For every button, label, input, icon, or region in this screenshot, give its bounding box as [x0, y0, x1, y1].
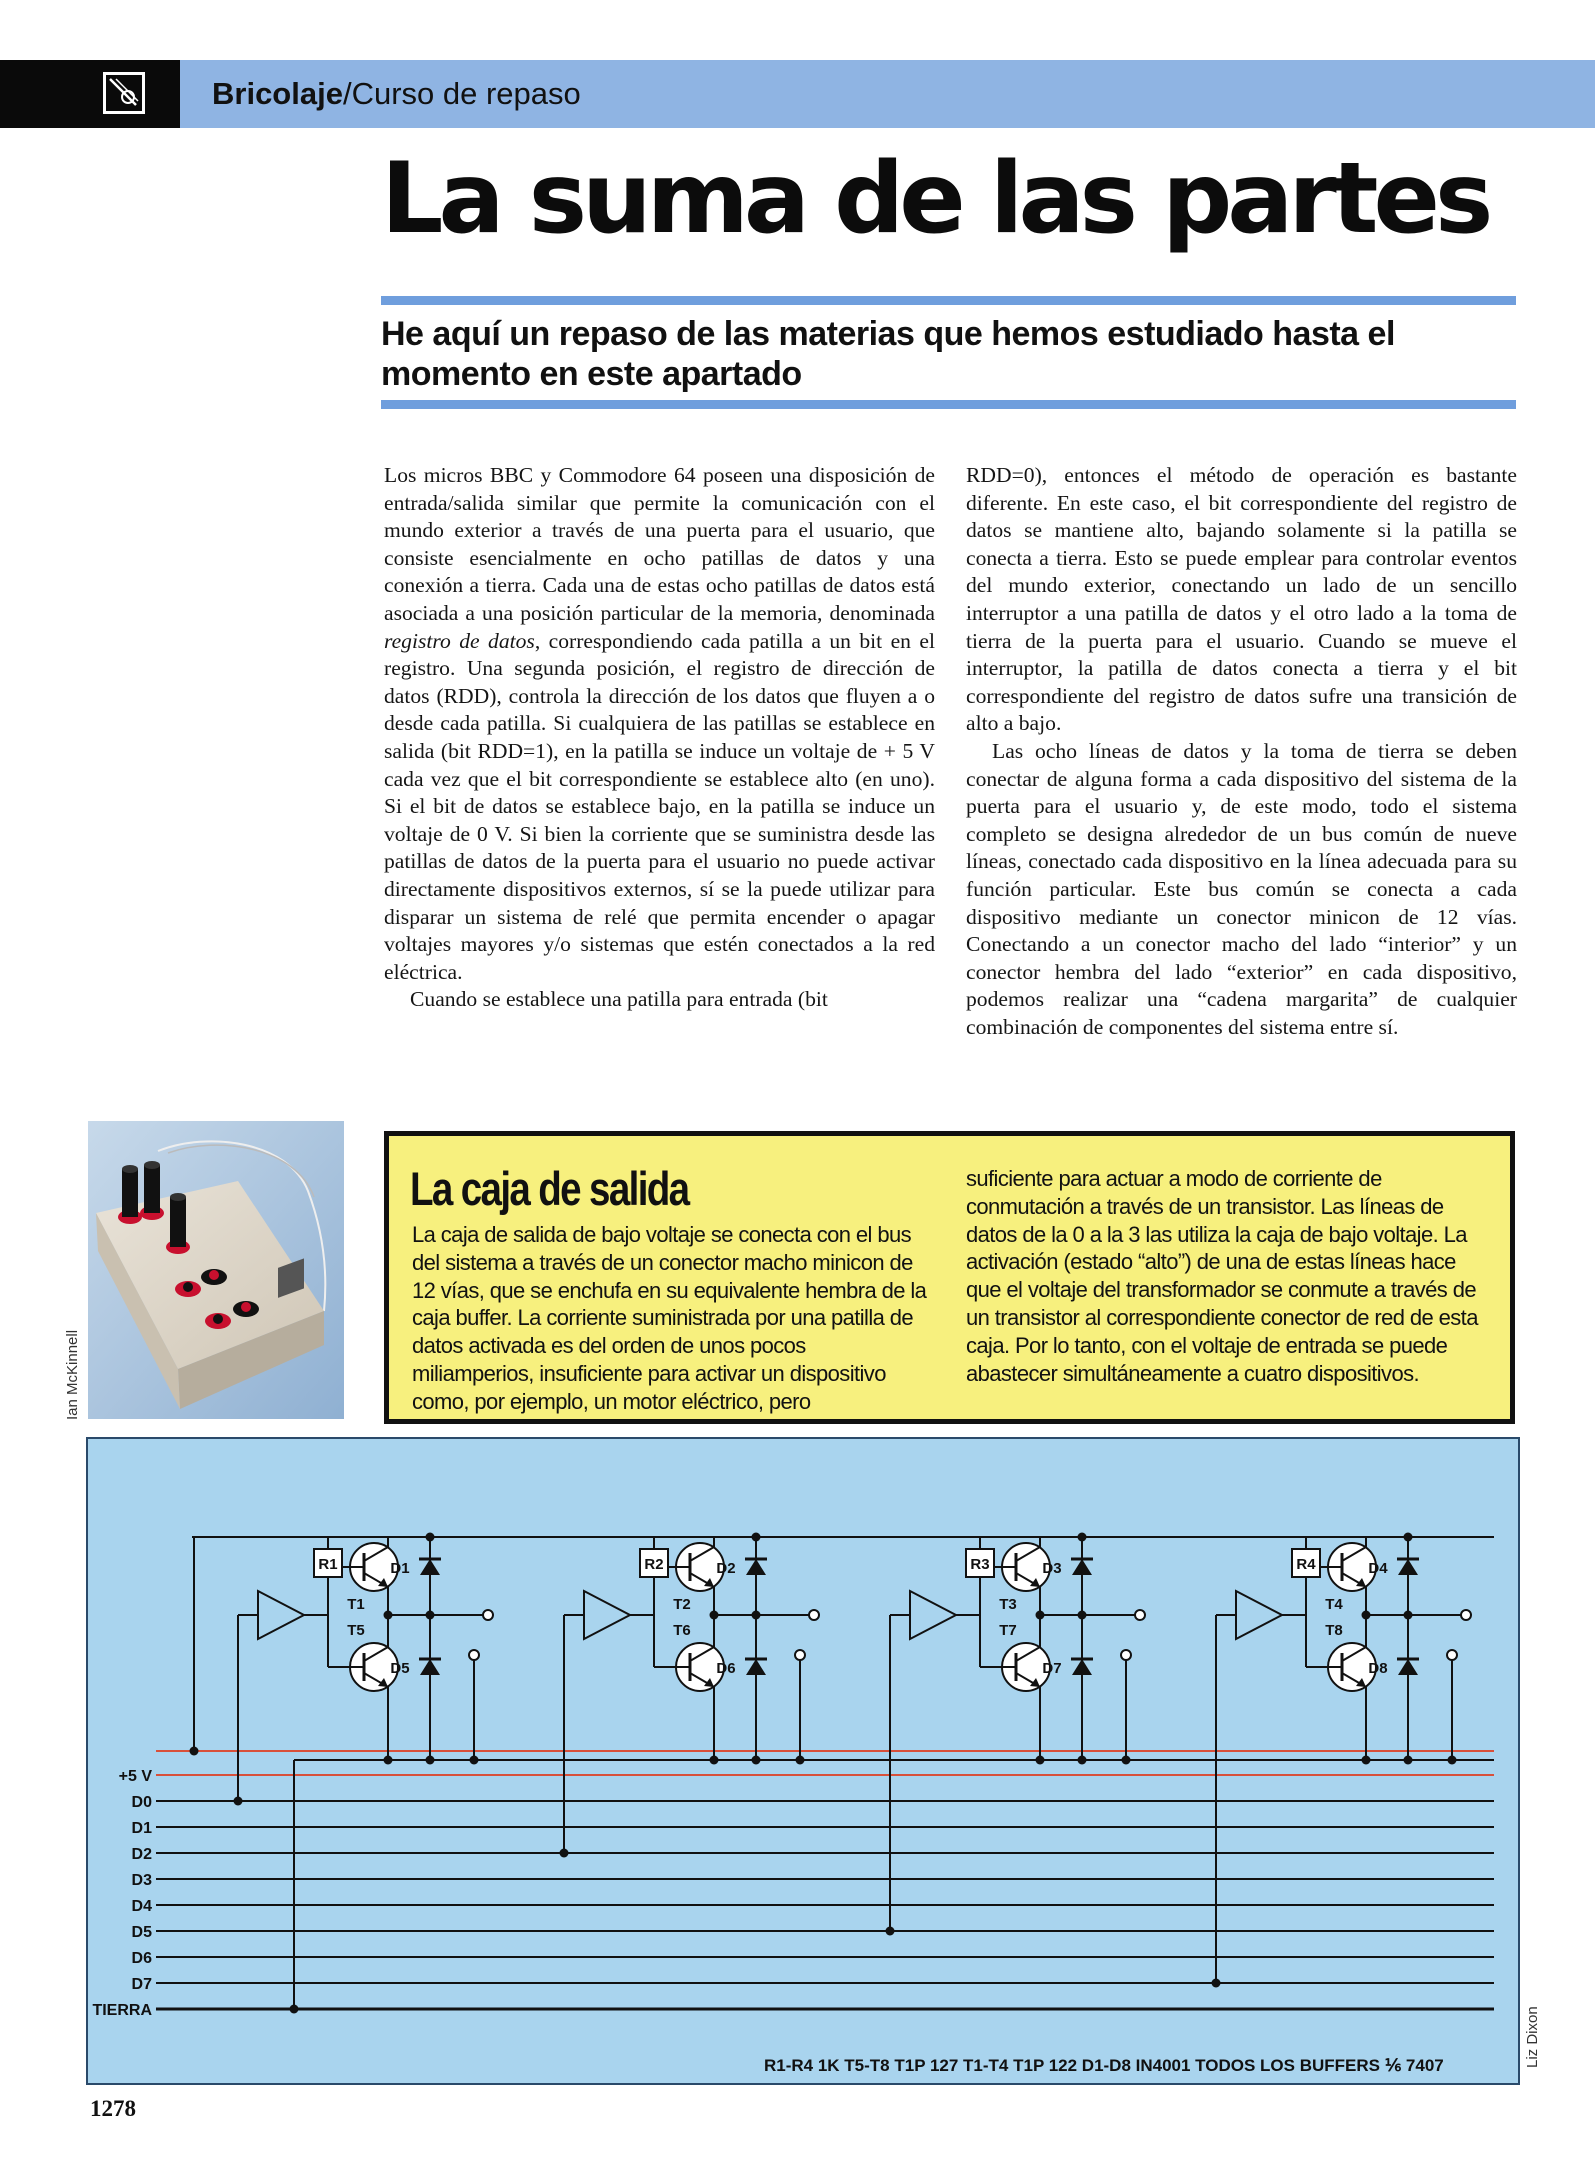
- paragraph: Las ocho líneas de datos y la toma de tierra se deben conectar de alguna forma a cada dispositivo del sistema de la puerta para el usuario y, de este modo, todo el sistema completo se designa alrededor de un bus común de nueve líneas, conectado cada dispositivo en la línea adecuada para su función particular. Este bus común se conecta a cada dispositivo mediante un conector minicon de 12 vías. Conectando a un conector macho del lado “interior” y un conector hembra del lado “exterior” en cada dispositivo, podemos realizar una “cadena margarita” de cualquier combinación de componentes del sistema entre sí.: [966, 738, 1517, 1039]
- junction-dot: [1448, 1756, 1457, 1765]
- transistor-label: T7: [999, 1622, 1017, 1639]
- output-terminal: [1461, 1610, 1471, 1620]
- transistor-label: T2: [673, 1596, 691, 1613]
- title-rule-bottom: [381, 400, 1516, 409]
- sidebar-title: La caja de salida: [410, 1162, 689, 1215]
- sidebar-text-right: suficiente para actuar a modo de corriente de conmutación a través de un transistor. Las líneas de datos de la 0 a la 3 las utiliza la caja de bajo voltaje. La activación (estado “alto”) de una de estas líneas hace que el voltaje del transformador se conmute a través de un transistor al correspondiente conector de red de esta caja. Por lo tanto, con el voltaje de entrada se puede abastecer simultáneamente a cuatro dispositivos.: [966, 1166, 1478, 1386]
- junction-dot: [710, 1756, 719, 1765]
- article-subtitle: He aquí un repaso de las materias que hemos estudiado hasta el momento en este apartado: [381, 315, 1395, 393]
- junction-dot: [796, 1756, 805, 1765]
- diagram-credit: Liz Dixon: [1524, 2006, 1541, 2068]
- bus-label: D4: [131, 1898, 152, 1915]
- junction-dot: [1078, 1756, 1087, 1765]
- junction-dot: [426, 1533, 435, 1542]
- bus-label: D0: [131, 1794, 152, 1811]
- junction-dot: [290, 2005, 299, 2014]
- junction-dot: [426, 1756, 435, 1765]
- junction-dot: [1122, 1756, 1131, 1765]
- junction-dot: [384, 1611, 393, 1620]
- section-name: Bricolaje: [212, 76, 343, 111]
- junction-dot: [1404, 1533, 1413, 1542]
- paragraph: Cuando se establece una patilla para entrada (bit: [410, 987, 828, 1012]
- bus-label: D1: [131, 1820, 152, 1837]
- resistor-label: R1: [318, 1556, 338, 1573]
- bus-label: D3: [131, 1872, 152, 1889]
- junction-dot: [710, 1611, 719, 1620]
- photo-credit: Ian McKinnell: [64, 1329, 81, 1420]
- body-column-left: [384, 462, 935, 1014]
- junction-dot: [234, 1797, 243, 1806]
- article-title: La suma de las partes: [381, 142, 1489, 256]
- diode-label: D4: [1368, 1560, 1388, 1577]
- section-label: [212, 76, 581, 112]
- transistor-label: T5: [347, 1622, 365, 1639]
- junction-dot: [1404, 1756, 1413, 1765]
- transistor-label: T8: [1325, 1622, 1343, 1639]
- output-terminal: [809, 1610, 819, 1620]
- junction-dot: [1362, 1756, 1371, 1765]
- output-terminal: [795, 1650, 805, 1660]
- sidebar-text-left: La caja de salida de bajo voltaje se conecta con el bus del sistema a través de un conector macho minicon de 12 vías, que se enchufa en su equivalente hembra de la caja buffer. La corriente suministrada por una patilla de datos activada es del orden de unos pocos miliamperios, insuficiente para activar un dispositivo como, por ejemplo, un motor eléctrico, pero: [412, 1222, 927, 1414]
- paragraph-text: Los micros BBC y Commodore 64 poseen una disposición de entrada/salida similar que permite la comunicación con el mundo exterior a través de una puerta para el usuario, que consiste esencialmente en ocho patillas de datos y una conexión a tierra. Cada una de estas ocho patillas de datos está asociada a una posición particular de la memoria, denominada: [384, 463, 935, 625]
- junction-dot: [1078, 1611, 1087, 1620]
- circuit-legend: R1-R4 1K T5-T8 T1P 127 T1-T4 T1P 122 D1-D8 IN4001 TODOS LOS BUFFERS ⅙ 7407: [764, 2056, 1444, 2075]
- transistor-label: T4: [1325, 1596, 1343, 1613]
- bus-label: D6: [131, 1950, 152, 1967]
- junction-dot: [1036, 1756, 1045, 1765]
- output-terminal: [1447, 1650, 1457, 1660]
- junction-dot: [1362, 1611, 1371, 1620]
- diode-label: D8: [1368, 1660, 1388, 1677]
- bus-label: TIERRA: [92, 2002, 152, 2019]
- resistor-label: R4: [1296, 1556, 1316, 1573]
- diode-label: D7: [1042, 1660, 1062, 1677]
- transistor-label: T6: [673, 1622, 691, 1639]
- diode-label: D3: [1042, 1560, 1062, 1577]
- transistor-label: T3: [999, 1596, 1017, 1613]
- paragraph: RDD=0), entonces el método de operación es bastante diferente. En este caso, el bit correspondiente del registro de datos se mantiene alto, bajando solamente si la patilla se conecta a tierra. Esto se puede emplear para controlar eventos del mundo exterior, conectando un lado de un sencillo interruptor a una patilla de datos y el otro lado a la toma de tierra de la puerta para el usuario. Cuando se mueve el interruptor, la patilla de datos conecta a tierra y el bit correspondiente del registro de datos sufre una transición de alto a bajo.: [966, 463, 1517, 736]
- circuit-svg: [86, 1437, 1520, 2085]
- junction-dot: [1036, 1611, 1045, 1620]
- diode-label: D5: [390, 1660, 410, 1677]
- junction-dot: [384, 1756, 393, 1765]
- junction-dot: [190, 1747, 199, 1756]
- page-number: 1278: [90, 2096, 136, 2121]
- body-column-right: [966, 462, 1517, 1041]
- junction-dot: [426, 1611, 435, 1620]
- junction-dot: [752, 1756, 761, 1765]
- diode-label: D2: [716, 1560, 736, 1577]
- bus-label: D5: [131, 1924, 152, 1941]
- junction-dot: [752, 1611, 761, 1620]
- junction-dot: [470, 1756, 479, 1765]
- output-terminal: [1121, 1650, 1131, 1660]
- junction-dot: [1404, 1611, 1413, 1620]
- bus-label: D2: [131, 1846, 152, 1863]
- bus-label: D7: [131, 1976, 152, 1993]
- resistor-label: R3: [970, 1556, 990, 1573]
- paragraph: [384, 462, 935, 986]
- junction-dot: [1078, 1533, 1087, 1542]
- junction-dot: [752, 1533, 761, 1542]
- italic-term: registro de datos: [384, 628, 535, 653]
- diode-label: D6: [716, 1660, 736, 1677]
- section-logo-icon: [103, 72, 145, 114]
- resistor-label: R2: [644, 1556, 664, 1573]
- junction-dot: [886, 1927, 895, 1936]
- output-terminal: [469, 1650, 479, 1660]
- output-box-photo: [88, 1121, 344, 1419]
- junction-dot: [1212, 1979, 1221, 1988]
- output-terminal: [483, 1610, 493, 1620]
- subsection-name: /Curso de repaso: [342, 76, 581, 111]
- header-black-block: [0, 60, 180, 128]
- bus-label: +5 V: [118, 1768, 152, 1785]
- title-rule-top: [381, 296, 1516, 305]
- paragraph-text: , correspondiendo cada patilla a un bit en el registro. Una segunda posición, el registro de dirección de datos (RDD), controla la dirección de los datos que fluyen a o desde cada patilla. Si cualquiera de las patillas se establece en salida (bit RDD=1), en la patilla se induce un voltaje de + 5 V cada vez que el bit correspondiente se establece alto (en uno). Si el bit de datos se establece bajo, en la patilla se induce un voltaje de 0 V. Si bien la corriente que se suministra desde las patillas de datos de la puerta para el usuario no puede activar directamente dispositivos externos, sí se la puede utilizar para disparar un sistema de relé que permita encender o apagar voltajes mayores y/o sistemas que estén conectados a la red eléctrica.: [384, 628, 935, 984]
- output-terminal: [1135, 1610, 1145, 1620]
- diode-label: D1: [390, 1560, 410, 1577]
- transistor-label: T1: [347, 1596, 365, 1613]
- circuit-diagram: [86, 1437, 1520, 2085]
- junction-dot: [560, 1849, 569, 1858]
